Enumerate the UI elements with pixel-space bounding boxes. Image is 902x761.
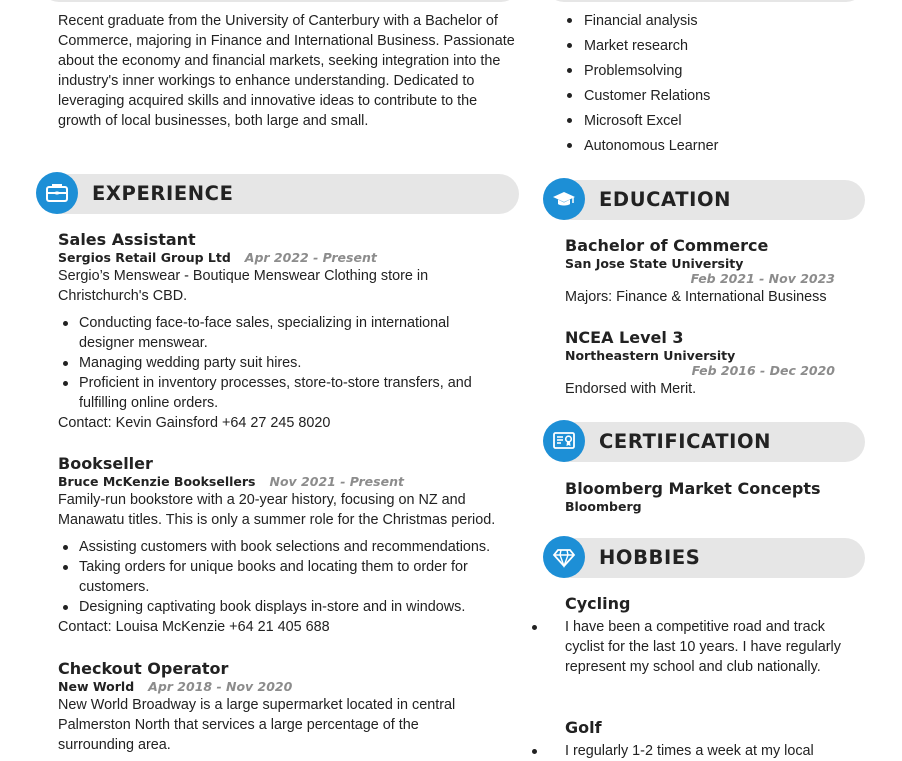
- certification-header: [545, 422, 865, 462]
- job-bullet: Conducting face-to-face sales, specializing in international designer menswear.: [58, 313, 498, 353]
- certification-issuer: Bloomberg: [565, 499, 642, 514]
- degree-title: NCEA Level 3: [565, 328, 684, 347]
- hobby-bullet: I have been a competitive road and track cyclist for the last 10 years. I have regularly represent my school and club nationally.: [544, 617, 844, 677]
- diamond-icon: [543, 536, 585, 578]
- job-contact: Contact: Louisa McKenzie +64 21 405 688: [58, 619, 330, 635]
- section-title: EDUCATION: [599, 188, 732, 211]
- briefcase-icon: [36, 172, 78, 214]
- job-bullets: [58, 537, 498, 617]
- skill-item: Autonomous Learner: [565, 136, 865, 161]
- job-org: Sergios Retail Group Ltd: [58, 250, 231, 265]
- job-contact: Contact: Kevin Gainsford +64 27 245 8020: [58, 415, 331, 431]
- skill-item: Microsoft Excel: [565, 111, 865, 136]
- skills-header-fragment: [545, 0, 865, 2]
- job-description: New World Broadway is a large supermarket located in central Palmerston North that services a large percentage of the surrounding area.: [58, 697, 456, 753]
- skill-item: Financial analysis: [565, 11, 865, 36]
- skill-item: Problemsolving: [565, 61, 865, 86]
- job-meta: [58, 474, 404, 489]
- job-bullet: Assisting customers with book selections and recommendations.: [58, 537, 498, 557]
- job-meta: [58, 250, 377, 265]
- job-date: Nov 2021 - Present: [269, 474, 404, 489]
- job-title: Checkout Operator: [58, 659, 229, 678]
- job-description: Sergio’s Menswear - Boutique Menswear Clothing store in Christchurch's CBD.: [58, 268, 429, 304]
- job-date: Apr 2018 - Nov 2020: [148, 679, 293, 694]
- section-title: EXPERIENCE: [92, 182, 234, 205]
- hobby-bullets: [544, 741, 844, 761]
- hobbies-header: [545, 538, 865, 578]
- skill-item: Customer Relations: [565, 86, 865, 111]
- job-org: New World: [58, 679, 135, 694]
- job-org: Bruce McKenzie Booksellers: [58, 474, 256, 489]
- job-bullet: Taking orders for unique books and locating them to order for customers.: [58, 557, 498, 597]
- graduation-cap-icon: [543, 178, 585, 220]
- skills-list: [565, 11, 865, 161]
- job-title: Sales Assistant: [58, 230, 196, 249]
- section-title: HOBBIES: [599, 546, 701, 569]
- education-note: Endorsed with Merit.: [565, 381, 697, 397]
- job-date: Apr 2022 - Present: [244, 250, 377, 265]
- education-date: Feb 2016 - Dec 2020: [691, 363, 835, 378]
- section-title: CERTIFICATION: [599, 430, 772, 453]
- hobby-title: Golf: [565, 718, 602, 737]
- certification-name: Bloomberg Market Concepts: [565, 479, 821, 498]
- hobby-title: Cycling: [565, 594, 631, 613]
- education-note: Majors: Finance & International Business: [565, 289, 827, 305]
- education-date: Feb 2021 - Nov 2023: [690, 271, 835, 286]
- certificate-icon: [543, 420, 585, 462]
- hobby-bullets: [544, 617, 844, 677]
- summary-header-fragment: [40, 0, 520, 2]
- job-bullet: Managing wedding party suit hires.: [58, 353, 498, 373]
- job-bullet: Designing captivating book displays in-store and in windows.: [58, 597, 498, 617]
- skill-item: Market research: [565, 36, 865, 61]
- experience-header: [38, 174, 519, 214]
- job-title: Bookseller: [58, 454, 153, 473]
- job-meta: [58, 679, 292, 694]
- profile-summary: Recent graduate from the University of Canterbury with a Bachelor of Commerce, majoring in Finance and International Business. Passionate about the economy and financial markets, seeking integration into the industry's inner workings to enhance understanding. Dedicated to leveraging acquired skills and innovative ideas to contribute to the growth of local businesses, both large and small.: [58, 13, 515, 129]
- school-name: San Jose State University: [565, 256, 744, 271]
- hobby-bullet: I regularly 1-2 times a week at my local: [544, 741, 844, 761]
- job-bullet: Proficient in inventory processes, store-to-store transfers, and fulfilling online orders.: [58, 373, 498, 413]
- job-description: Family-run bookstore with a 20-year history, focusing on NZ and Manawatu titles. This is only a summer role for the Christmas period.: [58, 492, 496, 528]
- school-name: Northeastern University: [565, 348, 736, 363]
- job-bullets: [58, 313, 498, 413]
- degree-title: Bachelor of Commerce: [565, 236, 769, 255]
- education-header: [545, 180, 865, 220]
